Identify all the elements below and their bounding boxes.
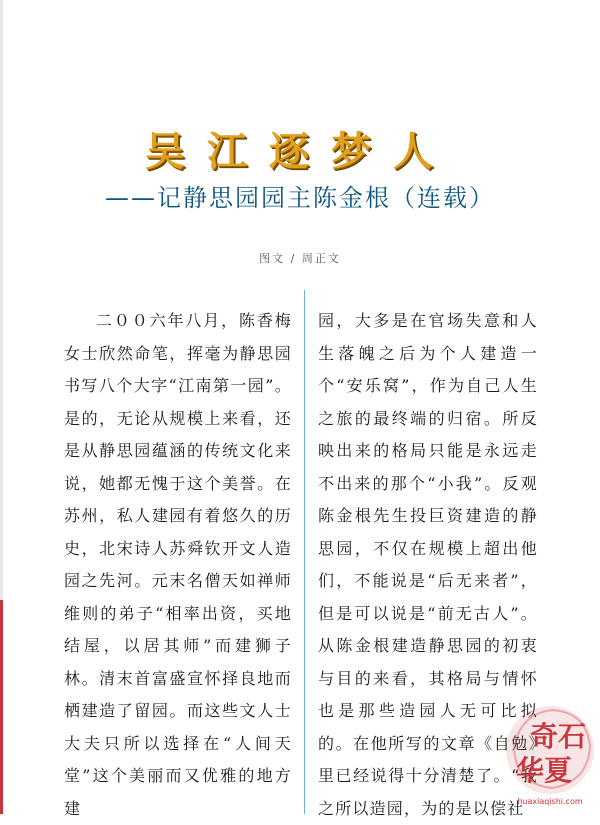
svg-text:奇石: 奇石 xyxy=(529,720,587,753)
svg-text:huaxiaqishi.com: huaxiaqishi.com xyxy=(517,797,583,806)
article-title: 吴江逐梦人 xyxy=(145,128,455,175)
article-subtitle: ——记静思园园主陈金根（连载） xyxy=(105,184,495,212)
article-byline: 图文 / 周正文 xyxy=(259,252,341,265)
paragraph-left: 二００六年八月，陈香梅女士欣然命笔，挥毫为静思园书写八个大字“江南第一园”。是的，无论从规模上来看，还是从静思园蕴涵的传统文化来说，她都无愧于这个美誉。在苏州，私人建园有着悠久的历史，北宋诗人苏舜钦开文人造园之先河。元末名僧天如禅师维则的弟子“相率出资，买地结屋，以居其师”而建狮子林。清末首富盛宣怀择良地而栖建造了留园。而这些文人士大夫只所以选择在“人间天堂”这个美丽而又优雅的地方建 xyxy=(64,311,292,818)
svg-text:华夏: 华夏 xyxy=(515,754,573,787)
paragraph-right: 园，大多是在官场失意和人生落魄之后为个人建造一个“安乐窝”，作为自己人生之旅的最终端的归宿。所反映出来的格局只能是永远走不出来的那个“小我”。反观陈金根先生投巨资建造的静思园，不仅在规模上超出他们，不能说是“后无来者”，但是可以说是“前无古人”。从陈金根建造静思园的初衷与目的来看，其格局与情怀也是那些造园人无可比拟的。在他所写的文章《自勉》里已经说得十分清楚了。“我之所以造园，为的是以偿社 xyxy=(318,311,538,818)
page-edge-accent xyxy=(0,600,3,814)
watermark-seal-logo xyxy=(500,700,596,810)
column-divider xyxy=(304,290,305,814)
text-column-left xyxy=(64,305,292,825)
